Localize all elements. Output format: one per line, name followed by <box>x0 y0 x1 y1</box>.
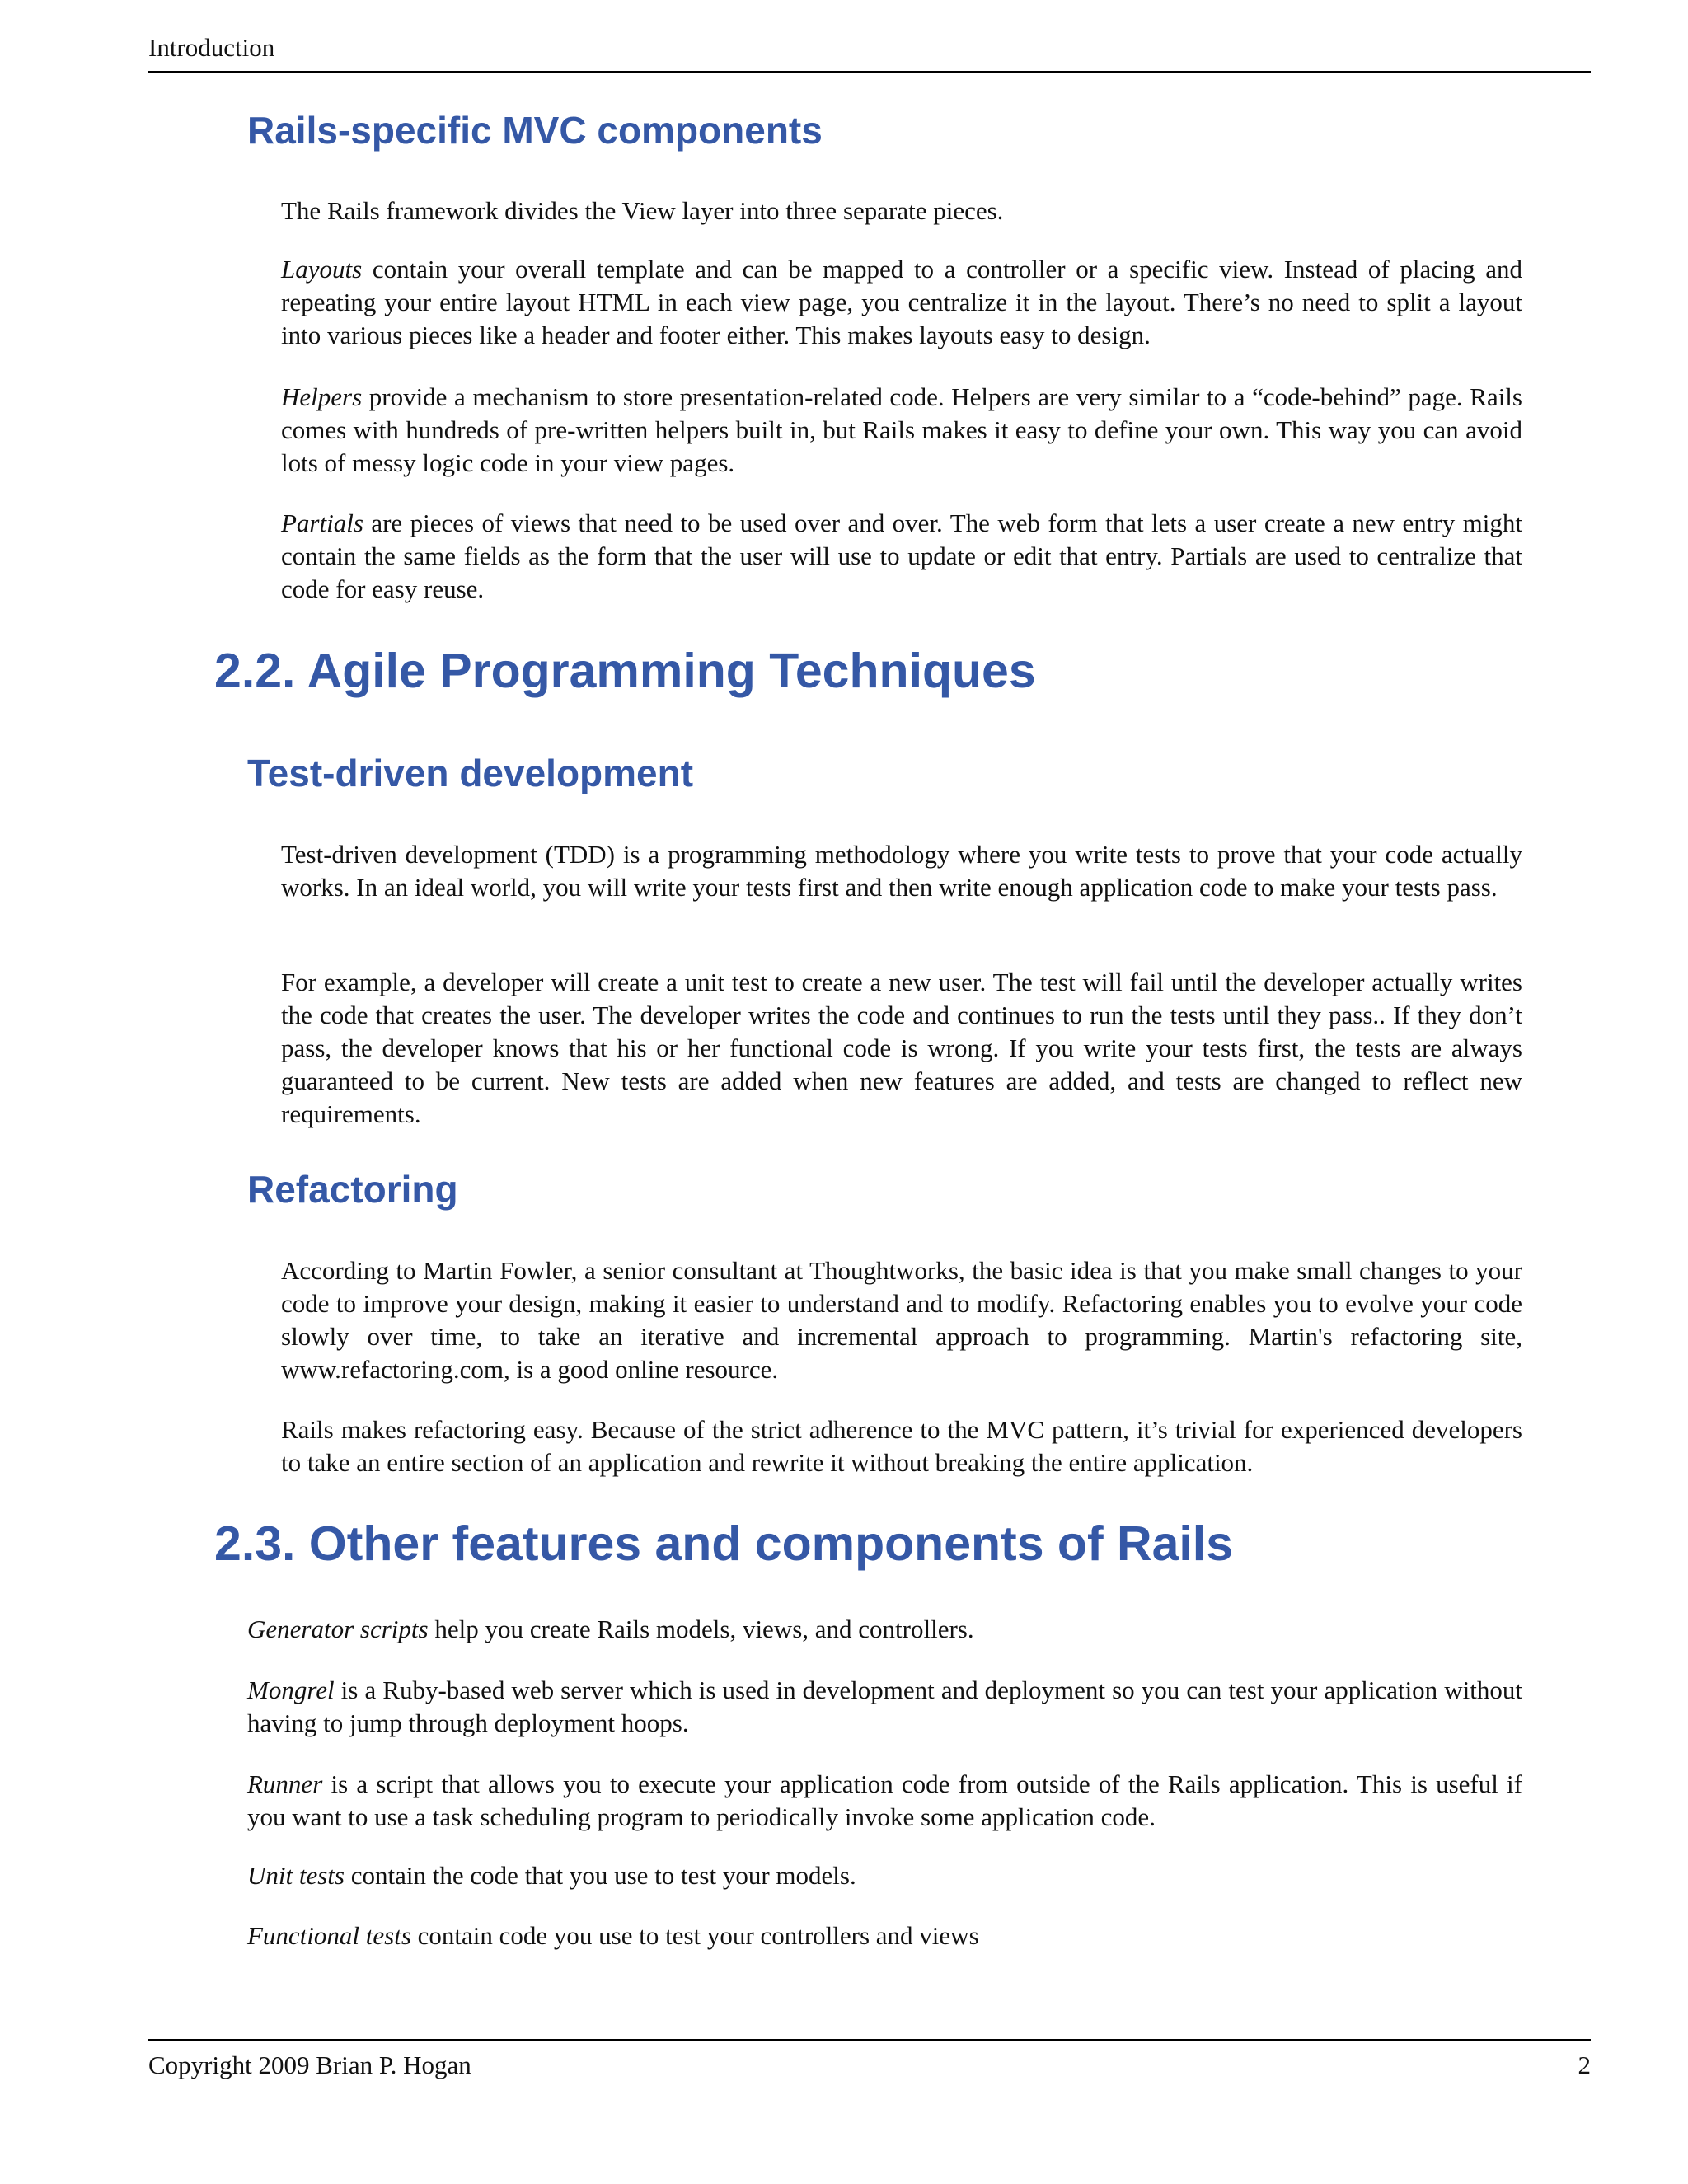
paragraph-partials <box>281 507 1522 606</box>
paragraph-functional-tests <box>247 1919 1522 1952</box>
copyright-text: Copyright 2009 Brian P. Hogan <box>148 2050 471 2079</box>
paragraph-unit-tests <box>247 1859 1522 1892</box>
partials-text: are pieces of views that need to be used over and over. The web form that lets a user create a new entry might contain the same fields as the form that the user will use to update or edit that entry. Partials are used to centralize that code for easy reuse. <box>281 509 1522 603</box>
page-number: 2 <box>1578 2050 1591 2079</box>
heading-other-features: 2.3. Other features and components of Rails <box>214 1516 1234 1571</box>
layouts-text: contain your overall template and can be mapped to a controller or a specific view. Instead of placing and repeating your entire layout HTML in each view page, you centralize it in the layout. There’s no need to split a layout into various pieces like a header and footer either. This makes layouts easy to design. <box>281 255 1522 349</box>
paragraph-mongrel <box>247 1674 1522 1740</box>
paragraph-helpers <box>281 381 1522 480</box>
term-runner: Runner <box>247 1769 323 1798</box>
term-generator-scripts: Generator scripts <box>247 1615 429 1643</box>
heading-refactoring: Refactoring <box>247 1168 458 1211</box>
paragraph-rails-intro: The Rails framework divides the View layer into three separate pieces. <box>281 196 1004 225</box>
term-layouts: Layouts <box>281 255 363 284</box>
term-unit-tests: Unit tests <box>247 1861 345 1890</box>
term-mongrel: Mongrel <box>247 1675 335 1704</box>
paragraph-tdd-example: For example, a developer will create a unit test to create a new user. The test will fail until the developer actually writes the code that creates the user. The developer writes the code and continues to run the tests until they pass.. If they don’t pass, the developer knows that his or her functional code is wrong. If you write your tests first, the tests are always guaranteed to be current. New tests are added when new features are added, and tests are changed to reflect new requirements. <box>281 968 1522 1128</box>
term-helpers: Helpers <box>281 382 363 411</box>
paragraph-generator-scripts <box>247 1613 1522 1646</box>
term-partials: Partials <box>281 509 363 537</box>
paragraph-runner <box>247 1768 1522 1834</box>
paragraph-tdd-definition: Test-driven development (TDD) is a programming methodology where you write tests to prove that your code actually works. In an ideal world, you will write your tests first and then write enough application code to make your tests pass. <box>281 840 1522 902</box>
mongrel-text: is a Ruby-based web server which is used in development and deployment so you can test your application without having to jump through deployment hoops. <box>247 1675 1522 1737</box>
runner-text: is a script that allows you to execute your application code from outside of the Rails application. This is useful if you want to use a task scheduling program to periodically invoke some application code. <box>247 1769 1522 1831</box>
paragraph-refactoring-rails: Rails makes refactoring easy. Because of the strict adherence to the MVC pattern, it’s trivial for experienced developers to take an entire section of an application and rewrite it without breaking the entire application. <box>281 1415 1522 1477</box>
heading-test-driven-development: Test-driven development <box>247 752 694 794</box>
generator-scripts-text: help you create Rails models, views, and controllers. <box>428 1615 974 1643</box>
heading-rails-mvc-components: Rails-specific MVC components <box>247 109 823 152</box>
page-header <box>148 31 1591 73</box>
paragraph-layouts <box>281 253 1522 352</box>
helpers-text: provide a mechanism to store presentation-related code. Helpers are very similar to a “code-behind” page. Rails comes with hundreds of pre-written helpers built in, but Rails makes it easy to define your own. This way you can avoid lots of messy logic code in your view pages. <box>281 382 1522 477</box>
paragraph-refactoring-definition: According to Martin Fowler, a senior consultant at Thoughtworks, the basic idea is that you make small changes to your code to improve your design, making it easier to understand and to modify. Refactoring enables you to evolve your code slowly over time, to take an iterative and incremental approach to programming. Martin's refactoring site, www.refactoring.com, is a good online resource. <box>281 1256 1522 1384</box>
page-footer <box>148 2039 1591 2088</box>
term-functional-tests: Functional tests <box>247 1921 411 1950</box>
running-title: Introduction <box>148 33 275 62</box>
heading-agile-programming-techniques: 2.2. Agile Programming Techniques <box>214 644 1036 698</box>
functional-tests-text: contain code you use to test your controllers and views <box>410 1921 979 1950</box>
unit-tests-text: contain the code that you use to test your models. <box>344 1861 856 1890</box>
